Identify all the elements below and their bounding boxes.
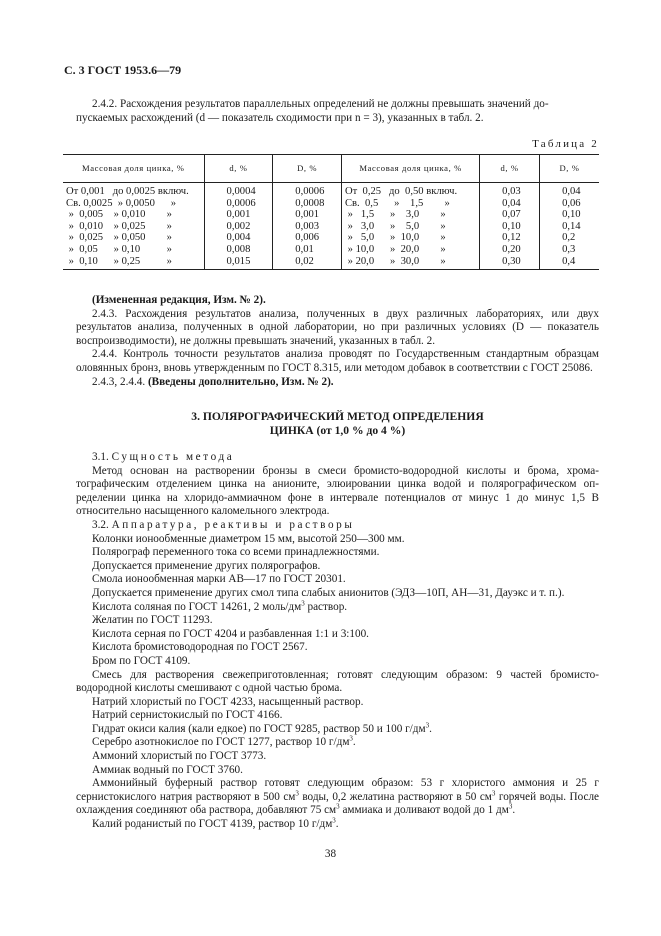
text-span: . — [512, 804, 516, 817]
list-item: Смесь для растворения свежеприготовленная; готовят следующим образом: 9 частей бромистоводородной кислоты смешивают с одной частью брома. — [76, 668, 599, 695]
list-item: Бром по ГОСТ 4109. — [92, 654, 191, 667]
list-item: Кислота бромистоводородная по ГОСТ 2567. — [92, 641, 308, 654]
paragraph-text — [76, 98, 599, 125]
text-span: Калий роданистый по ГОСТ 4139, раствор 10 г/дм — [92, 818, 333, 831]
text-span: Кислота соляная по ГОСТ 14261, 2 моль/дм — [92, 600, 302, 613]
table-row — [63, 198, 599, 210]
table-cell: 0,3 — [540, 244, 599, 256]
text-span: Сущность метода — [111, 451, 235, 463]
superscript: 3 — [336, 802, 340, 811]
column-header: d, % — [480, 155, 540, 183]
table-cell: 0,004 — [204, 232, 273, 244]
text-span: . — [429, 722, 432, 735]
column-header: D, % — [540, 155, 599, 183]
column-header: Массовая доля цинка, % — [63, 155, 204, 183]
superscript: 3 — [508, 802, 513, 811]
subsection-3-1-title — [76, 451, 599, 465]
table-cell: » 0,10 » 0,25 » — [66, 255, 172, 267]
list-item: Смола ионообменная марки АВ—17 по ГОСТ 20301. — [92, 573, 346, 586]
list-item: Аммоний хлористый по ГОСТ 3773. — [92, 750, 267, 763]
superscript: 3 — [295, 789, 299, 798]
list-item: Допускается применение других смол типа слабых анионитов (ЭДЗ—10П, АН—31, Дауэкс и т. п.). — [92, 586, 565, 599]
list-item: Натрий хлористый по ГОСТ 4233, насыщенный раствор. — [92, 695, 364, 708]
list-item: Колонки ионообменные диаметром 15 мм, высотой 250—300 мм. — [92, 532, 405, 545]
table-cell: » 0,05 » 0,10 » — [66, 243, 172, 255]
table-row — [63, 232, 599, 244]
table-cell: Св. 0,5 » 1,5 » — [341, 198, 479, 210]
subsection-3-2-title — [76, 519, 599, 533]
table-cell: 0,03 — [480, 183, 540, 198]
list-item: Допускается применение других полярографов. — [92, 559, 321, 572]
table-cell: 0,04 — [540, 183, 599, 198]
list-item: Аммиак водный по ГОСТ 3760. — [92, 763, 243, 776]
table-cell: 0,003 — [273, 221, 342, 233]
edit-note: (Введены дополнительно, Изм. № 2). — [147, 375, 334, 388]
table-cell: 0,07 — [480, 209, 540, 221]
list-item — [76, 777, 599, 818]
text-span: воды, 0,2 желатина растворяют в 50 см — [298, 790, 492, 803]
table-cell: » 0,005 » 0,010 » — [66, 209, 172, 221]
text-line: пускаемых расхождений (d — показатель сходимости при n = 3), указанных в табл. 2. — [76, 111, 484, 124]
edit-note: (Измененная редакция, Изм. № 2). — [92, 294, 266, 306]
text-line: 2.4.2. Расхождения результатов параллельных определений не должны превышать значений до- — [92, 98, 549, 110]
paragraph-2-4-3: 2.4.3. Расхождения результатов анализа, полученных в двух различных лабораториях, или двух результатов анализа, полученных в одной лаборатории, но при различных условиях (D — показатель воспроизводимости), не должны превышать значений, указанных в табл. 2. — [76, 307, 599, 347]
table-cell: 0,0004 — [204, 183, 273, 198]
table-cell: 0,002 — [204, 221, 273, 233]
table-cell: 0,0006 — [273, 183, 342, 198]
table-header-row — [63, 155, 599, 183]
table-row — [63, 183, 599, 198]
table-cell: От 0,001 до 0,0025 включ. — [66, 186, 189, 197]
table-cell: 0,20 — [480, 244, 540, 256]
table-cell: 0,4 — [540, 256, 599, 270]
table-cell: » 20,0 » 30,0 » — [341, 256, 479, 270]
table-row — [63, 256, 599, 270]
text-span: Серебро азотнокислое по ГОСТ 1277, раствор 10 г/дм — [92, 736, 350, 749]
list-item: Полярограф переменного тока со всеми принадлежностями. — [92, 546, 380, 559]
list-item — [76, 598, 599, 615]
column-header: d, % — [204, 155, 273, 183]
table-2 — [63, 154, 599, 270]
page-header: С. 3 ГОСТ 1953.6—79 — [64, 63, 182, 77]
table-cell: » 5,0 » 10,0 » — [341, 232, 479, 244]
list-item: Кислота серная по ГОСТ 4204 и разбавленная 1:1 и 3:100. — [92, 627, 369, 640]
text-span: Аппаратура, реактивы и растворы — [111, 518, 355, 531]
text-span: . — [352, 736, 356, 749]
list-item — [76, 723, 599, 737]
table-cell: » 0,025 » 0,050 » — [66, 232, 172, 244]
table-row — [63, 209, 599, 221]
table-cell: 0,10 — [480, 221, 540, 233]
table-cell: 0,02 — [273, 256, 342, 270]
table-row — [63, 244, 599, 256]
section-2-4-notes — [76, 294, 599, 389]
text-span: раствор. — [304, 600, 348, 613]
table-cell: 0,06 — [540, 198, 599, 210]
table-cell: 0,10 — [540, 209, 599, 221]
table-cell: 0,04 — [480, 198, 540, 210]
table-caption: Таблица 2 — [532, 138, 599, 150]
text-span: Аммонийный буферный раствор готовят следующим образом: 53 г хлористого аммония и 25 г сернистокислого натрия растворяют в 500 см — [76, 777, 599, 803]
table-cell: 0,2 — [540, 232, 599, 244]
table-cell: 0,015 — [204, 256, 273, 270]
subsection-3-1-text: Метод основан на растворении бронзы в смеси бромисто-водородной кислоты и брома, хроматографическим отделением цинка на анионите, элюировании цинка водой и полярографическом определении цинка на хлоридо-аммиачном фоне в интервале потенциалов от минус 1 до минус 1,5 В относительно насыщенного каломельного электрода. — [76, 464, 599, 518]
text-span: 3.2. — [92, 518, 112, 531]
list-item: Желатин по ГОСТ 11293. — [92, 614, 213, 627]
heading-line: ЦИНКА (от 1,0 % до 4 %) — [269, 424, 406, 437]
list-item — [76, 818, 599, 832]
table-cell: 0,0008 — [273, 198, 342, 210]
text-span: Гидрат окиси калия (кали едкое) по ГОСТ 9285, раствор 50 и 100 г/дм — [92, 722, 426, 735]
table-cell: » 10,0 » 20,0 » — [341, 244, 479, 256]
table-cell: 0,001 — [204, 209, 273, 221]
superscript: 3 — [491, 789, 496, 798]
section-3-body — [76, 451, 599, 832]
paragraph-2-4-4: 2.4.4. Контроль точности результатов анализа проводят по Государственным стандартным образцам оловянных бронз, вновь утвержденным по ГОСТ 8.315, или методом добавок в соответствии с ГОСТ 25086. — [76, 348, 599, 374]
list-item — [76, 736, 599, 750]
table-cell: 0,008 — [204, 244, 273, 256]
table-cell: Св. 0,0025 » 0,0050 » — [66, 197, 177, 209]
section-3-heading — [76, 410, 599, 438]
text-span: . — [335, 818, 339, 831]
table-cell: От 0,25 до 0,50 включ. — [341, 183, 479, 198]
table-cell: » 3,0 » 5,0 » — [341, 221, 479, 233]
heading-line: 3. ПОЛЯРОГРАФИЧЕСКИЙ МЕТОД ОПРЕДЕЛЕНИЯ — [191, 410, 484, 423]
text-span: горячей воды. После охлаждения соединяют оба раствора, добавляют 75 см — [76, 790, 600, 817]
text-span: 2.4.3, 2.4.4. — [92, 375, 148, 388]
superscript: 3 — [332, 816, 336, 825]
superscript: 3 — [425, 721, 430, 730]
table-cell: » 1,5 » 3,0 » — [341, 209, 479, 221]
column-header: D, % — [273, 155, 342, 183]
text-span: аммиака и доливают водой до 1 дм — [339, 804, 509, 817]
paragraph-added — [76, 376, 599, 390]
table-cell: 0,14 — [540, 221, 599, 233]
table-cell: 0,0006 — [204, 198, 273, 210]
text-span: 3.1. — [92, 451, 112, 463]
column-header: Массовая доля цинка, % — [341, 155, 479, 183]
page-number: 38 — [324, 848, 337, 860]
table-cell: 0,006 — [273, 232, 342, 244]
superscript: 3 — [301, 598, 305, 607]
table-cell: 0,30 — [480, 256, 540, 270]
table-cell: 0,01 — [273, 244, 342, 256]
table-cell: 0,12 — [480, 232, 540, 244]
table-row — [63, 221, 599, 233]
table-cell: » 0,010 » 0,025 » — [66, 220, 172, 232]
table-cell: 0,001 — [273, 209, 342, 221]
superscript: 3 — [349, 734, 353, 743]
list-item: Натрий сернистокислый по ГОСТ 4166. — [92, 709, 283, 722]
paragraph-2-4-2 — [76, 98, 599, 125]
table-body — [63, 183, 599, 270]
